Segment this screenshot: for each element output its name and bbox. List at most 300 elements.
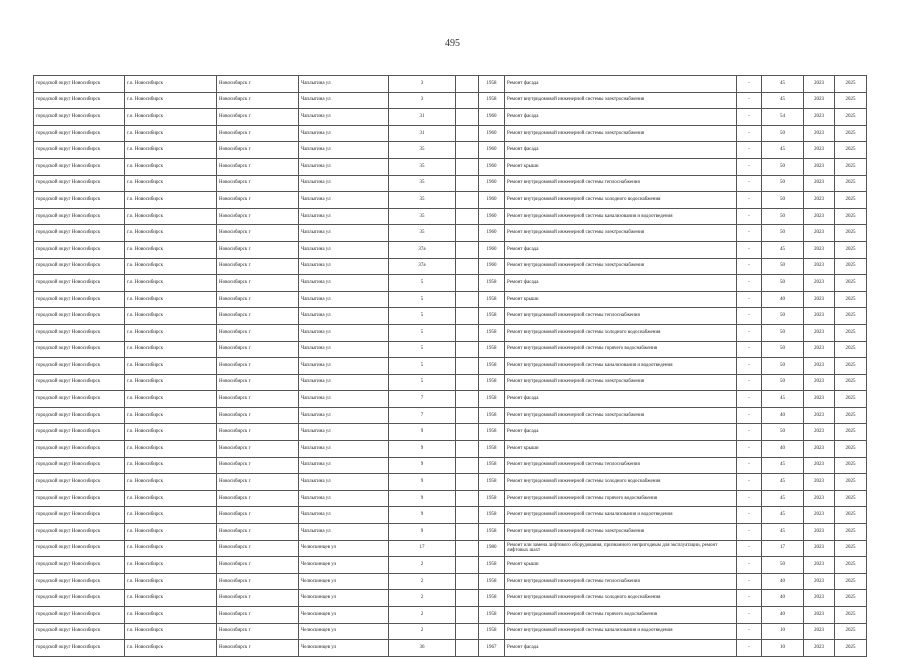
cell-district: городской округ Новосибирск	[34, 507, 125, 524]
cell-settlement: Новосибирск г	[217, 358, 299, 375]
cell-work-type: Ремонт внутридомовой инженерной системы канализования и водоотведения	[505, 208, 737, 225]
cell-year: 1960	[479, 192, 505, 209]
cell-city: г.о. Новосибирск	[125, 374, 217, 391]
table-row	[34, 275, 867, 292]
cell-year: 1958	[479, 308, 505, 325]
table-body	[34, 76, 867, 657]
cell-start-year: 2023	[804, 291, 835, 308]
cell-city: г.о. Новосибирск	[125, 258, 217, 275]
cell-settlement: Новосибирск г	[217, 540, 299, 557]
cell-district: городской округ Новосибирск	[34, 225, 125, 242]
cell-year: 1980	[479, 540, 505, 557]
table-row	[34, 457, 867, 474]
cell-street: Чаплыгина ул	[299, 524, 389, 541]
cell-end-year: 2025	[835, 441, 867, 458]
cell-start-year: 2023	[804, 142, 835, 159]
cell-dash: -	[737, 573, 762, 590]
table-row	[34, 407, 867, 424]
cell-percent: 45	[762, 457, 804, 474]
cell-city: г.о. Новосибирск	[125, 125, 217, 142]
cell-building	[456, 407, 479, 424]
cell-dash: -	[737, 175, 762, 192]
cell-building	[456, 291, 479, 308]
cell-start-year: 2023	[804, 407, 835, 424]
cell-end-year: 2025	[835, 142, 867, 159]
cell-settlement: Новосибирск г	[217, 192, 299, 209]
cell-work-type: Ремонт фасада	[505, 109, 737, 126]
cell-year: 1958	[479, 607, 505, 624]
cell-percent: 17	[762, 540, 804, 557]
cell-district: городской округ Новосибирск	[34, 175, 125, 192]
cell-street: Чаплыгина ул	[299, 324, 389, 341]
cell-start-year: 2023	[804, 258, 835, 275]
cell-work-type: Ремонт внутридомовой инженерной системы холодного водоснабжения	[505, 192, 737, 209]
cell-dash: -	[737, 623, 762, 640]
cell-settlement: Новосибирск г	[217, 76, 299, 93]
cell-dash: -	[737, 507, 762, 524]
cell-dash: -	[737, 341, 762, 358]
cell-building	[456, 457, 479, 474]
cell-street: Чаплыгина ул	[299, 76, 389, 93]
cell-start-year: 2023	[804, 241, 835, 258]
cell-building	[456, 524, 479, 541]
cell-dash: -	[737, 540, 762, 557]
cell-building	[456, 424, 479, 441]
table-row	[34, 225, 867, 242]
cell-city: г.о. Новосибирск	[125, 142, 217, 159]
cell-building	[456, 308, 479, 325]
cell-dash: -	[737, 607, 762, 624]
table-row	[34, 308, 867, 325]
cell-percent: 50	[762, 125, 804, 142]
cell-district: городской округ Новосибирск	[34, 441, 125, 458]
cell-settlement: Новосибирск г	[217, 441, 299, 458]
cell-work-type: Ремонт внутридомовой инженерной системы электроснабжения	[505, 225, 737, 242]
cell-street: Чаплыгина ул	[299, 291, 389, 308]
table-row	[34, 607, 867, 624]
cell-city: г.о. Новосибирск	[125, 275, 217, 292]
cell-district: городской округ Новосибирск	[34, 457, 125, 474]
cell-building	[456, 109, 479, 126]
cell-work-type: Ремонт внутридомовой инженерной системы горячего водоснабжения	[505, 490, 737, 507]
cell-year: 1958	[479, 358, 505, 375]
cell-district: городской округ Новосибирск	[34, 573, 125, 590]
cell-building	[456, 540, 479, 557]
cell-house: 35	[389, 208, 456, 225]
cell-settlement: Новосибирск г	[217, 507, 299, 524]
cell-dash: -	[737, 92, 762, 109]
cell-house: 35	[389, 158, 456, 175]
cell-dash: -	[737, 640, 762, 657]
cell-end-year: 2025	[835, 640, 867, 657]
cell-work-type: Ремонт внутридомовой инженерной системы электроснабжения	[505, 125, 737, 142]
cell-percent: 50	[762, 225, 804, 242]
cell-year: 1958	[479, 524, 505, 541]
cell-settlement: Новосибирск г	[217, 457, 299, 474]
cell-year: 1960	[479, 225, 505, 242]
cell-year: 1958	[479, 275, 505, 292]
cell-street: Чаплыгина ул	[299, 142, 389, 159]
cell-end-year: 2025	[835, 590, 867, 607]
cell-city: г.о. Новосибирск	[125, 407, 217, 424]
cell-work-type: Ремонт крыши	[505, 291, 737, 308]
cell-dash: -	[737, 192, 762, 209]
table-row	[34, 324, 867, 341]
cell-percent: 50	[762, 258, 804, 275]
cell-house: 35	[389, 225, 456, 242]
cell-work-type: Ремонт фасада	[505, 142, 737, 159]
table-row	[34, 208, 867, 225]
table-row	[34, 158, 867, 175]
table-row	[34, 590, 867, 607]
cell-percent: 45	[762, 76, 804, 93]
cell-percent: 40	[762, 291, 804, 308]
cell-settlement: Новосибирск г	[217, 341, 299, 358]
cell-year: 1958	[479, 341, 505, 358]
cell-dash: -	[737, 258, 762, 275]
cell-dash: -	[737, 125, 762, 142]
cell-city: г.о. Новосибирск	[125, 441, 217, 458]
table-row	[34, 391, 867, 408]
cell-year: 1960	[479, 142, 505, 159]
cell-house: 5	[389, 308, 456, 325]
cell-district: городской округ Новосибирск	[34, 208, 125, 225]
cell-district: городской округ Новосибирск	[34, 424, 125, 441]
table-row	[34, 441, 867, 458]
cell-percent: 54	[762, 109, 804, 126]
cell-percent: 45	[762, 524, 804, 541]
cell-dash: -	[737, 474, 762, 491]
cell-year: 1958	[479, 457, 505, 474]
cell-settlement: Новосибирск г	[217, 374, 299, 391]
cell-work-type: Ремонт фасада	[505, 275, 737, 292]
cell-house: 5	[389, 275, 456, 292]
cell-street: Челюскинцев ул	[299, 640, 389, 657]
cell-city: г.о. Новосибирск	[125, 92, 217, 109]
cell-district: городской округ Новосибирск	[34, 341, 125, 358]
cell-house: 3	[389, 92, 456, 109]
cell-start-year: 2023	[804, 623, 835, 640]
cell-year: 1960	[479, 258, 505, 275]
cell-end-year: 2025	[835, 474, 867, 491]
cell-work-type: Ремонт внутридомовой инженерной системы электроснабжения	[505, 524, 737, 541]
cell-city: г.о. Новосибирск	[125, 341, 217, 358]
cell-building	[456, 490, 479, 507]
cell-year: 1958	[479, 424, 505, 441]
table-row	[34, 192, 867, 209]
cell-dash: -	[737, 524, 762, 541]
cell-end-year: 2025	[835, 258, 867, 275]
cell-street: Челюскинцев ул	[299, 590, 389, 607]
cell-street: Челюскинцев ул	[299, 623, 389, 640]
cell-start-year: 2023	[804, 573, 835, 590]
cell-work-type: Ремонт внутридомовой инженерной системы холодного водоснабжения	[505, 474, 737, 491]
cell-start-year: 2023	[804, 424, 835, 441]
cell-percent: 45	[762, 507, 804, 524]
cell-end-year: 2025	[835, 308, 867, 325]
cell-house: 9	[389, 490, 456, 507]
cell-building	[456, 607, 479, 624]
cell-percent: 40	[762, 607, 804, 624]
page-number: 495	[445, 38, 460, 49]
cell-street: Чаплыгина ул	[299, 241, 389, 258]
cell-start-year: 2023	[804, 441, 835, 458]
cell-city: г.о. Новосибирск	[125, 424, 217, 441]
cell-house: 3	[389, 76, 456, 93]
cell-city: г.о. Новосибирск	[125, 225, 217, 242]
cell-year: 1958	[479, 407, 505, 424]
cell-percent: 45	[762, 241, 804, 258]
cell-city: г.о. Новосибирск	[125, 241, 217, 258]
cell-district: городской округ Новосибирск	[34, 142, 125, 159]
cell-street: Чаплыгина ул	[299, 391, 389, 408]
cell-dash: -	[737, 407, 762, 424]
cell-start-year: 2023	[804, 158, 835, 175]
cell-percent: 50	[762, 208, 804, 225]
table-row	[34, 424, 867, 441]
cell-year: 1958	[479, 92, 505, 109]
cell-building	[456, 573, 479, 590]
cell-district: городской округ Новосибирск	[34, 524, 125, 541]
cell-building	[456, 225, 479, 242]
cell-dash: -	[737, 208, 762, 225]
cell-end-year: 2025	[835, 407, 867, 424]
cell-building	[456, 507, 479, 524]
cell-dash: -	[737, 308, 762, 325]
cell-house: 17	[389, 540, 456, 557]
cell-year: 1958	[479, 490, 505, 507]
cell-street: Чаплыгина ул	[299, 424, 389, 441]
cell-end-year: 2025	[835, 358, 867, 375]
cell-year: 1958	[479, 623, 505, 640]
cell-end-year: 2025	[835, 175, 867, 192]
cell-settlement: Новосибирск г	[217, 109, 299, 126]
cell-street: Чаплыгина ул	[299, 374, 389, 391]
cell-percent: 40	[762, 407, 804, 424]
cell-building	[456, 640, 479, 657]
cell-end-year: 2025	[835, 623, 867, 640]
cell-district: городской округ Новосибирск	[34, 374, 125, 391]
cell-settlement: Новосибирск г	[217, 607, 299, 624]
cell-end-year: 2025	[835, 424, 867, 441]
cell-settlement: Новосибирск г	[217, 590, 299, 607]
cell-city: г.о. Новосибирск	[125, 490, 217, 507]
cell-percent: 50	[762, 424, 804, 441]
cell-percent: 50	[762, 557, 804, 574]
cell-year: 1958	[479, 324, 505, 341]
cell-year: 1960	[479, 175, 505, 192]
cell-year: 1958	[479, 573, 505, 590]
cell-city: г.о. Новосибирск	[125, 358, 217, 375]
cell-district: городской округ Новосибирск	[34, 158, 125, 175]
cell-house: 7	[389, 407, 456, 424]
cell-settlement: Новосибирск г	[217, 324, 299, 341]
cell-start-year: 2023	[804, 391, 835, 408]
cell-district: городской округ Новосибирск	[34, 607, 125, 624]
cell-settlement: Новосибирск г	[217, 225, 299, 242]
cell-end-year: 2025	[835, 125, 867, 142]
cell-house: 5	[389, 341, 456, 358]
cell-district: городской округ Новосибирск	[34, 308, 125, 325]
cell-work-type: Ремонт крыши	[505, 441, 737, 458]
cell-city: г.о. Новосибирск	[125, 557, 217, 574]
cell-city: г.о. Новосибирск	[125, 308, 217, 325]
cell-start-year: 2023	[804, 341, 835, 358]
cell-house: 9	[389, 507, 456, 524]
cell-house: 31	[389, 125, 456, 142]
cell-city: г.о. Новосибирск	[125, 457, 217, 474]
cell-dash: -	[737, 225, 762, 242]
cell-year: 1958	[479, 391, 505, 408]
table-row	[34, 76, 867, 93]
cell-percent: 45	[762, 92, 804, 109]
cell-settlement: Новосибирск г	[217, 275, 299, 292]
cell-house: 2	[389, 573, 456, 590]
cell-settlement: Новосибирск г	[217, 125, 299, 142]
cell-house: 37а	[389, 241, 456, 258]
cell-district: городской округ Новосибирск	[34, 640, 125, 657]
cell-dash: -	[737, 358, 762, 375]
cell-end-year: 2025	[835, 208, 867, 225]
table-row	[34, 557, 867, 574]
cell-work-type: Ремонт или замена лифтового оборудования, признанного непригодным для эксплуатации, ремонт лифтовых шахт	[505, 540, 737, 557]
cell-dash: -	[737, 142, 762, 159]
cell-dash: -	[737, 109, 762, 126]
cell-city: г.о. Новосибирск	[125, 573, 217, 590]
cell-end-year: 2025	[835, 490, 867, 507]
cell-year: 1958	[479, 557, 505, 574]
cell-street: Чаплыгина ул	[299, 341, 389, 358]
cell-building	[456, 275, 479, 292]
cell-work-type: Ремонт внутридомовой инженерной системы горячего водоснабжения	[505, 341, 737, 358]
cell-end-year: 2025	[835, 291, 867, 308]
cell-start-year: 2023	[804, 590, 835, 607]
cell-house: 9	[389, 424, 456, 441]
cell-percent: 45	[762, 391, 804, 408]
table-row	[34, 291, 867, 308]
cell-year: 1958	[479, 291, 505, 308]
cell-start-year: 2023	[804, 125, 835, 142]
cell-building	[456, 358, 479, 375]
cell-start-year: 2023	[804, 607, 835, 624]
cell-end-year: 2025	[835, 109, 867, 126]
cell-percent: 50	[762, 341, 804, 358]
cell-end-year: 2025	[835, 241, 867, 258]
cell-dash: -	[737, 76, 762, 93]
cell-end-year: 2025	[835, 557, 867, 574]
cell-year: 1958	[479, 441, 505, 458]
table-row	[34, 341, 867, 358]
cell-building	[456, 192, 479, 209]
cell-district: городской округ Новосибирск	[34, 623, 125, 640]
cell-city: г.о. Новосибирск	[125, 158, 217, 175]
cell-work-type: Ремонт фасада	[505, 424, 737, 441]
cell-settlement: Новосибирск г	[217, 557, 299, 574]
cell-work-type: Ремонт внутридомовой инженерной системы горячего водоснабжения	[505, 607, 737, 624]
cell-building	[456, 158, 479, 175]
cell-district: городской округ Новосибирск	[34, 407, 125, 424]
cell-house: 35	[389, 192, 456, 209]
table-row	[34, 374, 867, 391]
cell-district: городской округ Новосибирск	[34, 109, 125, 126]
cell-percent: 50	[762, 374, 804, 391]
cell-dash: -	[737, 457, 762, 474]
cell-street: Чаплыгина ул	[299, 125, 389, 142]
capital-repair-table	[33, 75, 867, 657]
table-row	[34, 241, 867, 258]
cell-city: г.о. Новосибирск	[125, 640, 217, 657]
cell-year: 1960	[479, 125, 505, 142]
cell-city: г.о. Новосибирск	[125, 540, 217, 557]
cell-settlement: Новосибирск г	[217, 92, 299, 109]
cell-house: 2	[389, 590, 456, 607]
table-row	[34, 474, 867, 491]
cell-settlement: Новосибирск г	[217, 407, 299, 424]
cell-percent: 50	[762, 192, 804, 209]
cell-settlement: Новосибирск г	[217, 258, 299, 275]
cell-street: Чаплыгина ул	[299, 158, 389, 175]
cell-street: Чаплыгина ул	[299, 208, 389, 225]
cell-start-year: 2023	[804, 490, 835, 507]
cell-district: городской округ Новосибирск	[34, 258, 125, 275]
cell-end-year: 2025	[835, 391, 867, 408]
cell-city: г.о. Новосибирск	[125, 607, 217, 624]
cell-street: Чаплыгина ул	[299, 474, 389, 491]
cell-city: г.о. Новосибирск	[125, 391, 217, 408]
cell-city: г.о. Новосибирск	[125, 291, 217, 308]
cell-street: Челюскинцев ул	[299, 540, 389, 557]
cell-work-type: Ремонт внутридомовой инженерной системы теплоснабжения	[505, 308, 737, 325]
cell-end-year: 2025	[835, 225, 867, 242]
cell-settlement: Новосибирск г	[217, 490, 299, 507]
cell-street: Чаплыгина ул	[299, 258, 389, 275]
cell-percent: 10	[762, 640, 804, 657]
cell-settlement: Новосибирск г	[217, 241, 299, 258]
cell-settlement: Новосибирск г	[217, 623, 299, 640]
cell-dash: -	[737, 424, 762, 441]
cell-end-year: 2025	[835, 457, 867, 474]
cell-street: Челюскинцев ул	[299, 607, 389, 624]
cell-district: городской округ Новосибирск	[34, 291, 125, 308]
cell-percent: 50	[762, 308, 804, 325]
cell-start-year: 2023	[804, 557, 835, 574]
table-row	[34, 92, 867, 109]
cell-house: 5	[389, 358, 456, 375]
cell-start-year: 2023	[804, 109, 835, 126]
cell-city: г.о. Новосибирск	[125, 590, 217, 607]
cell-start-year: 2023	[804, 76, 835, 93]
cell-house: 35	[389, 175, 456, 192]
cell-start-year: 2023	[804, 474, 835, 491]
cell-house: 37а	[389, 258, 456, 275]
cell-end-year: 2025	[835, 341, 867, 358]
cell-building	[456, 208, 479, 225]
cell-building	[456, 557, 479, 574]
cell-house: 9	[389, 441, 456, 458]
cell-building	[456, 175, 479, 192]
cell-building	[456, 341, 479, 358]
cell-work-type: Ремонт фасада	[505, 391, 737, 408]
cell-building	[456, 142, 479, 159]
cell-street: Чаплыгина ул	[299, 192, 389, 209]
cell-start-year: 2023	[804, 540, 835, 557]
table-row	[34, 623, 867, 640]
cell-year: 1958	[479, 374, 505, 391]
cell-street: Чаплыгина ул	[299, 407, 389, 424]
cell-end-year: 2025	[835, 192, 867, 209]
cell-settlement: Новосибирск г	[217, 208, 299, 225]
cell-street: Чаплыгина ул	[299, 225, 389, 242]
